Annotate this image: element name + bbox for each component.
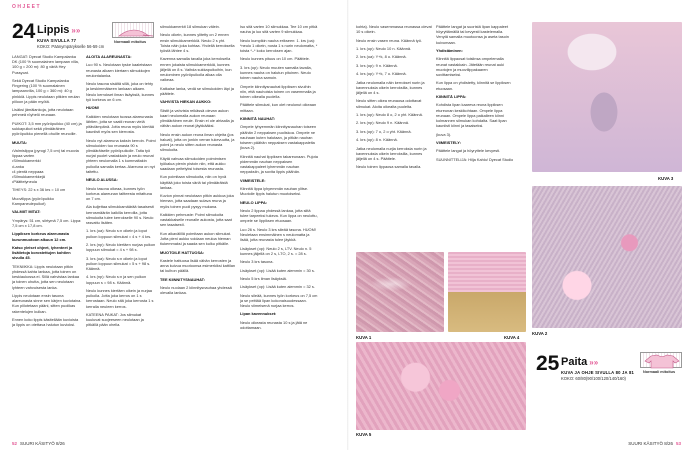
section-heading: MUUTA: <box>12 139 28 145</box>
list-item: • Lanka <box>12 164 82 169</box>
paragraph: Neulo kunnes kiertäen oikein ja nurjaa puikolla. Jotta joka kerros on 1 s kerrostaan. Neulo sitä joka kerrosta 1 s kerralla neuleen kerros. <box>86 287 154 309</box>
paragraph: Neulo kunnes pituus on 10 cm. Päättele. <box>240 56 310 62</box>
paragraph: Kaikkien neulotaan tuossa alareunasta lähtien, jotta se vaatii reunan vielä pitäviämpänä. Jotta reuna myös kiertää kauniisti myös sen kierrosta. <box>86 113 154 135</box>
right-footer <box>628 441 684 446</box>
paragraph: 3. krs (oa): Neulo s:n oikein ja loput puikon loppuun silmukat = 5 s + 98 s. Käännä. <box>86 255 151 271</box>
section-heading: KIINNITÄ NAUHAT: <box>240 115 275 121</box>
photo-4 <box>448 252 526 332</box>
paragraph: Neulo ensin vasen reuna. Käännä työ. <box>356 37 422 43</box>
section-heading: Katso yleiset ohjeet, lyhenteet ja lisätietoja korostettujen kohtien sivulla 45. <box>12 244 73 261</box>
paragraph: 1. krs (op): Neulo 8 o, 2 o yht. Käännä. <box>356 111 423 117</box>
chart-caption: Normaali mitoitus <box>114 40 147 44</box>
paragraph: Kiinnitä nauhat lippiksen takareunaan. Pujota pidemmän nauhan neppaksen vastakappaleet lyhemmän nauhan neppaksiin, ja sovita lippis päähän. <box>240 153 318 175</box>
paragraph: Kuvion pinnat neulotaan pitkin aukkoa joka hieman, jotta saadaan sulava reuna ja myös toinen puoli pysyy mukana. <box>160 193 234 209</box>
pattern-size: KOKO: Päänympärykselle 56-59 cm <box>37 44 105 49</box>
paragraph: Lisäksi jämälankoja, jotta neulotaan pehmeä röyhelö reunaan. <box>12 107 74 118</box>
magazine-issue-right: SUURI KÄSITYÖ 8/26 <box>628 441 673 446</box>
paragraph: Lisäykset (op): Neulo 2 s, LTV. Neulo n. 5 kunnes jäljellä on 2 s, LTO, 2 s. = 28 s. <box>240 245 312 256</box>
paragraph: Kun poimitaan silmukoita, niin on hyvä käyttää joko toista väriä tai ylimääräistä lankaa. <box>160 174 228 190</box>
paragraph: 1. krs (oa): Neulo s:n oikein ja loput puikon loppuun silmukat = 4 s + 4 krs. <box>86 228 152 239</box>
paragraph: Neulo tasona oikeaa, kunnes työn korkeus alareunan taitteesta mitattuna on 7 cm. <box>86 185 152 201</box>
paragraph: Luo 26 s. Neulo 3 krs sileää tasona. HUOM! Neuletaan ensimmäinen s neulomatta ja lisää, jotta reunasta tulee jäykkä. <box>240 226 316 243</box>
pattern-column-6 <box>436 24 514 246</box>
section-heading: Lippiksen korkeus alareunasta kurunmuotoon alkuun 12 cm. <box>12 231 69 242</box>
paragraph: Kavenna samalla tavalla joka kerroksella ennen jokaista silmukkamerkkiä, kunnes jäljellä on 8 s. Vaihda sukkapuikoihin, kun neulominen pyöröpuikolla alkaa olla vaikeaa. <box>160 56 232 83</box>
photo-5 <box>356 342 526 430</box>
pattern-title <box>37 24 80 36</box>
paragraph: Lisäykset (op): Lisää kuten aiemmin = 32 s. <box>240 284 315 290</box>
section-heading: VALMIIT MITAT: <box>12 209 41 215</box>
paragraph: TIHEYS: 22 s x 36 krs = 10 cm <box>12 187 66 193</box>
paragraph: Neulo nuolaan 2 kiinnitysnauhaa yhdessä olevalla lankaa. <box>160 285 232 296</box>
pattern-column-2 <box>86 54 156 434</box>
paragraph: 3. krs (op): Neulo muuten samalla tavalla, kunnes nauha on halutun pituinen. Neulo toinen nauha samoin. <box>240 64 312 81</box>
paragraph: Katkaise lanka, vedä se silmukoiden läpi ja päättele. <box>160 85 234 96</box>
paragraph: 2. krs (oa): Y+k, 8 o. Käännä. <box>356 54 407 60</box>
section-heading: Yhdistäminen: <box>436 48 463 53</box>
section-heading: VIIMEISTELY: <box>436 139 461 145</box>
section-heading: MUOTOILE HATTUOSA: <box>160 249 205 255</box>
paragraph: Neulo kumpikin nauha erikseen: 1. krs (oa): *neulo 1 oikein, nosta 1 s nurin neulomatta, * toista *–* koko kerroksen ajan. <box>240 37 318 53</box>
photo-caption-2: KUVA 2 <box>532 331 548 336</box>
paragraph: Ympärys: 51 cm, siirtymä 7,5 cm. Lippa: 7,5 cm x 17,8 cm. <box>12 217 82 228</box>
pattern-chart-thumbnail <box>112 22 154 38</box>
section-tag: OHJEET <box>12 4 42 10</box>
paragraph: Kastele hattuosa lisää vähän kerrosten ja anna kuivua muotoonsa esimerkiksi kattilan tai kulhon päällä. <box>160 257 236 274</box>
paragraph: 4. krs (op): Y+k, 7 o. Käännä. <box>356 71 407 77</box>
photo-caption-5: KUVA 5 <box>356 432 372 437</box>
next-pattern-title-text: Paita <box>561 356 588 368</box>
paragraph: 2. krs (np): Neulo kiertäen nurjaa puikon loppuun silmukat = 4 s + 98 s. <box>86 241 156 253</box>
paragraph: Kiinnitä lippa lyhyemmän nauhan ylitse. Muotoile lippis halutun muotoiseksi. <box>240 185 309 197</box>
left-footer <box>12 441 65 446</box>
next-pattern-size: KOKO: 60/80(90/100/120/140/160) <box>561 376 626 381</box>
section-heading: ALOITA ALAREUNASTA: <box>86 54 132 59</box>
paragraph: Jatka neulomalla näin kerrokset nurin ja kavennuksia oikein kerroksilla, kunnes jäljellä on 4 s. <box>356 79 425 95</box>
paragraph: kohta). Neulo vasemmassa reunassa olevat 10 s oikein. <box>356 24 432 35</box>
page-number-left: 52 <box>12 441 18 446</box>
section-heading: VAHVISTA HIEKAN AUKKO: <box>160 99 212 105</box>
paragraph: Lisäykset (op): Lisää kuten aiemmin = 30 s. <box>240 267 315 273</box>
page-number-right: 53 <box>675 441 681 446</box>
paragraph: silmukkamerkit 18 silmukan välein. <box>160 24 220 29</box>
photo-caption-1: KUVA 1 <box>356 335 372 340</box>
paragraph: LANGAT: Dyecat Studio Kampalanka DK (100 % suomalainen lampaan villa, 100 g = 200 m): 80 g väriä Hey Pussycat. <box>12 54 79 75</box>
pattern-subtitle: KUVA SIVULLA 77 <box>37 38 77 43</box>
paragraph: Päättele silmukat, kun olet neulonut oikeaan mittaan. <box>240 102 317 113</box>
section-heading: TEE KIINNITYSNAUHAT: <box>160 276 205 282</box>
paragraph: Kaikkien pehmuste: Poimi silmukoita vastakkaiselle reunalle aukosta, jotta saat sen tasaisesti. <box>160 211 232 228</box>
paragraph: 3. krs (op): 7 o, 2 o yht. Käännä. <box>356 128 412 134</box>
list-item: • Päättelyneula <box>12 179 82 184</box>
paragraph: Lippis neulotaan ensin tasona alareunasta sinne sen kärjen kuviotaina. Kun piilotetaan pääni, sitten puolikas rakentelujen kulkan. <box>12 292 82 314</box>
paragraph: Kun lippa on yhdistetty, kiinnitä se lippiksen etuosaan. <box>436 80 511 91</box>
next-pattern-arrow: »» <box>589 358 599 367</box>
paragraph: Neulo 5 krs ilman lisäyksiä. <box>240 275 287 281</box>
paragraph: Luo 90 s. Neulotaan tyske kaaleistaan reunasta alkaen kiertaen silmukkojen neulontalanka. <box>86 62 152 78</box>
paragraph: Neulo 3 krs tasona. <box>240 259 274 265</box>
hat-shape-icon <box>113 23 155 39</box>
paragraph: SUUNNITTELIJA: Hilja Kahlo/ Dyecat Studio <box>436 156 514 162</box>
paragraph: KATEENA PAIKAT: Jos silmukat kuuluvat suojeeseen neulotaan ja pitkällä pään ohella. <box>86 311 144 328</box>
section-heading: VIIMEISTELE: <box>240 177 266 183</box>
pattern-title-text: Lippis <box>37 24 70 36</box>
paragraph: Neulo sitten oikea reunaosa odottavat silmukat. Aloita oikealta puolelta. <box>356 98 422 109</box>
paragraph: PUIKOT: 3,5 mm pyöröpuikko (40 cm) ja sukkapuikot sekä ylimääräinen pyöröpuikko pienellä ohuille reunoille. <box>12 120 82 137</box>
next-chart-caption: Normaali mitoitus <box>643 370 676 374</box>
paragraph: Neulo oikeasta reunasta 10 s ja jätä ne odottamaan. <box>240 319 308 331</box>
paragraph: Neulo toinen lippaosa samalla tavalla. <box>356 164 422 170</box>
section-heading: NEULO LIPPA: <box>240 199 268 205</box>
paragraph: TEKNIIKKA: Lippis neulotaan pitkin yhdessä kahta lankaa, jotta toinen on keskiaukossa ei. Sillä vahvistaa lankaa ja toinen uhutta, jotta sen neulotaan lyhteen vahvuisesta lanka. <box>12 263 80 290</box>
section-heading: Lipan kavennukset: <box>240 311 277 317</box>
paragraph: Neulo ensin aukon reuna ilman ohjeita (jos haluat), jotta on jonkin verran tukevuutta, ja poimi ja neulo sitten aukon reunasta silmukoita. <box>160 131 235 153</box>
photo-1 <box>356 252 444 332</box>
next-pattern-subtitle: KUVA JA OHJE SIVULLA 80 JA 81 <box>561 370 635 375</box>
photo-caption-3: KUVA 3 <box>658 176 674 181</box>
paragraph: Siistit ja vahvista reikässä olevan aukon kaari neulomalla aukon reunaan ylimääräinen neule. Ensin ei ole ahtaalla ja vähän aukon reunat jäykkääksi. <box>160 107 234 129</box>
section-heading: HUOM! <box>86 105 100 111</box>
pattern-column-4 <box>240 24 318 434</box>
paragraph: Päättele langat ja höyryttele kevyesti. <box>436 148 501 154</box>
paragraph: 2. krs (np): Neulo 9 n. Käännä. <box>356 120 409 126</box>
paragraph: 4. krs (np): Neulo s:n ja sen puikon loppuun s = 98 s. Käännä. <box>86 274 147 285</box>
magazine-issue-left: SUURI KÄSITYÖ 8/26 <box>20 441 65 446</box>
next-pattern-chart-thumbnail <box>640 352 682 368</box>
pattern-arrow: »» <box>71 26 81 35</box>
photo-caption-4: KUVA 4 <box>504 335 520 340</box>
list-item: • Silmukkamerkki <box>12 158 82 163</box>
paragraph: Kun aikavälillä poimitaan aukon silmukat. Jotta pieni aukko voidaan neuloa hieman tiukemmaksi ja saada sen kulku pitkälle. <box>160 230 231 247</box>
pattern-number: 24 <box>12 20 36 43</box>
next-pattern-number: 25 <box>536 352 560 375</box>
pattern-column-3 <box>160 24 236 434</box>
section-heading: NEULO ALUSSA: <box>86 177 118 183</box>
paragraph: Neulo sileää, kunnes työn korkeus on 7,5 cm ja se peittää lipan kokonaisuudessaan. Neulo viimeisenä nurjaa kerros. <box>240 292 318 309</box>
paragraph: Ennen koko lippis käsitellään kuvioista ja lippis on otettava halutun kuvioksi. <box>12 316 79 328</box>
paragraph: Päättele langat ja suoristä lipan kappaleet höyryttämällä tai kevyesti kastelemalla. Venytä samalla muotoonsa ja aseta tasoin kuivumaan. <box>436 24 509 45</box>
pattern-column-5 <box>356 24 432 246</box>
paragraph: Sekä Dyecat Studio Kampalanka Fingering (100 % suomalainen lampaanvilla, 100 g = 360 m): 40 g pinkkiä. Lippis neulotaan pitkien neulan piiloon ja pään myötä. <box>12 78 80 104</box>
materials-list <box>12 148 82 184</box>
pattern-column-1 <box>12 54 82 434</box>
paragraph: Ompele lyhyemmän kiinnitysnauhan toiseen päähän 2 neppaksen puoliskoa. Ompele ne nauhaan kuten halutaan, ja pitkän nauhan toiseen päähän neppaksen vastakappaleita (kuva 2). <box>240 124 317 151</box>
paragraph: 4. krs (op): 8 n. Käännä. <box>356 137 398 143</box>
paragraph: 1. krs (op): Neulo 10 n. Käännä. <box>356 45 412 51</box>
paragraph: Kiinnitä lippaosat toisiinsa ompelemalla reunat vastakkain. Jätetään reunat auki muotojen ja muovilippakaaren sovittamiseksi. <box>436 56 504 77</box>
list-item: • 4 pientä neppaaa <box>12 169 82 174</box>
paragraph: Neulo 2 lippaa yhdessä lankaa, jotta siitä tulee tarpeeksi tukeva. Kun lippa on neulottu, ompele se lippiksen etuosaan. <box>240 207 318 224</box>
paragraph: Neulo nyt alareuna kaksin kerroin. Poimi silmukoiden tuo reunasta 90 s ylimääräiselle pyöröpuikolle. Taita työ nurjat puolet vastakkain ja neulo reunat yhteen neulomalla 1 s kummaltakin puikolla samalla kertaa. Alareuna on nyt taitettu. <box>86 137 156 174</box>
paragraph: Ala kuljettaa silmukkamäärää tasaisesti kerrosmäärän kaikilla kerroilla, jotta silmukoita tulee kerrokselle 90 s. Neulo rasvattu lisäten. <box>86 204 154 225</box>
paragraph: Käytä vahvaa silmukoiden poimimisen työkalua pienin pistoin niin, että aukko saadaan peitetyksi toisesta reunasta. <box>160 155 226 171</box>
next-pattern-title <box>561 356 598 368</box>
paragraph: Neulo tasona sisältä sillä, joka on tehty ja keskimmäiseen lankaan alkaen. Neulo kerrokset ilman lisäyksiä, kunnes työ korkeus on 6 cm. <box>86 81 155 102</box>
paragraph: Neulo oikein, kunnes ylitetty on 2 ennen ensin silmukkamerkkiä. Neulo 2 s yht. Toista näin joka kohtaa. Yhdellä kerroksella työstä lähtee 4 s. <box>160 32 235 53</box>
page-gutter <box>347 0 349 450</box>
paragraph: 3. krs (op): 9 n. Käännä. <box>356 62 398 68</box>
paragraph: (kuva 3). <box>436 131 452 137</box>
photo-2 <box>532 186 682 328</box>
list-item: • Silmukkamerkkejä <box>12 174 82 179</box>
sweater-shape-icon <box>641 353 683 369</box>
photo-3 <box>532 22 682 172</box>
paragraph: Ompele kiinnitysnauhat lippiksen sivuihin niin, että nauhoista toinen on vasemmalla ja toinen oikealla puolella. <box>240 83 316 99</box>
paragraph: Iso sitä varten 10 silmukkaa. Tee 10 cm pitkä nauha ja luo sitä varten 9 silmukkaa. <box>240 24 318 35</box>
paragraph: Kohdista lipan kaareva reuna lippiksen etureunan keskikohtaan. Ompele lippa reunaan. Ompele lippa paikalleen kiinni kolmannen silmukan kohdalta. Saat lipan kauniisti kiinni ja tasaiseksi. <box>436 102 507 129</box>
paragraph: Muovilippa (pyöröpuikko Kampaneulepuikot) <box>12 195 54 206</box>
section-heading: KIINNITÄ LIPPA: <box>436 93 467 99</box>
list-item: • Valmislippa (pyrogi 7,5 cm) tai muovia lippaa varten <box>12 148 82 158</box>
paragraph: Jatka neulomalla nurjia kerroksia nurin ja kavennuksia oikein kerroksilla, kunnes jäljellä on 4 s. Päättele. <box>356 145 427 161</box>
